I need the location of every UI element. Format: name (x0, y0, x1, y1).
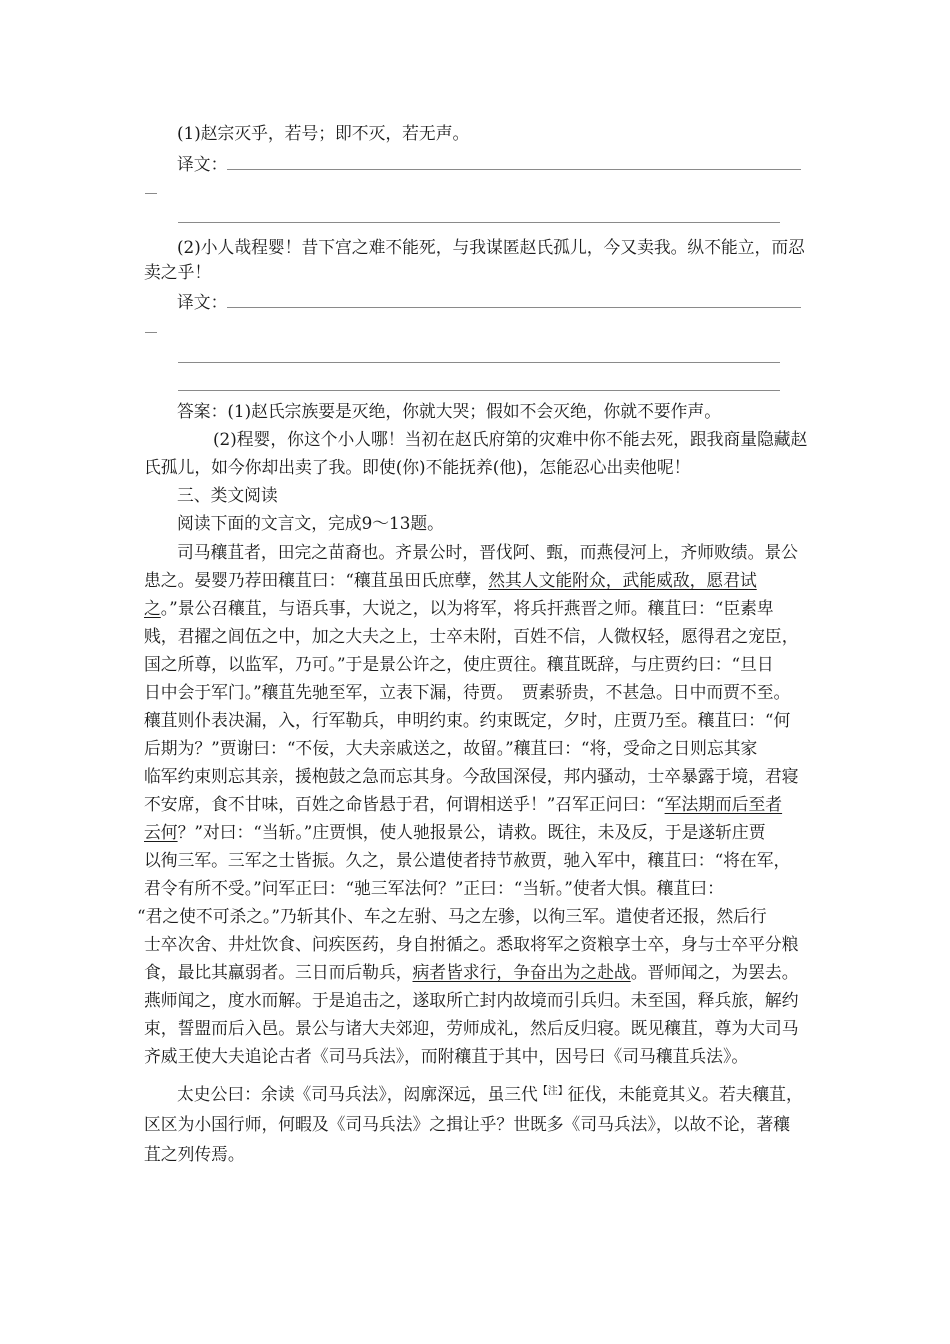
passage-text: ？”对曰：“当斩。”庄贾惧，使人驰报景公，请救。既往，未及反，于是遂斩庄贾 (177, 822, 766, 842)
answer-blank-line[interactable] (145, 193, 157, 194)
passage-text: 不安席，食不甘味，百姓之命皆悬于君，何谓相送乎！”召军正问曰：“ (144, 794, 665, 814)
commentary-line (177, 1081, 803, 1107)
passage-text: 患之。晏婴乃荐田穰苴曰：“穰苴虽田氏庶孽， (144, 570, 489, 590)
answer-line-3: 氏孤儿，如今你却出卖了我。即使(你)不能抚养(他)，怎能忍心出卖他呢！ (144, 457, 691, 477)
passage-line: 临军约束则忘其亲，援枹鼓之急而忘其身。今敌国深侵，邦内骚动，士卒暴露于境，君寝 (144, 766, 799, 786)
passage-line: 穰苴则仆表决漏，入，行军勒兵，申明约束。约束既定，夕时，庄贾乃至。穰苴曰：“何 (144, 710, 791, 730)
passage-line: “君之使不可杀之。”乃斩其仆、车之左驸、马之左骖，以徇三军。遣使者还报，然后行 (137, 906, 767, 926)
answer-blank-line[interactable] (178, 222, 780, 223)
translation-label-text: 译文： (177, 292, 228, 312)
underlined-sentence-2-end: 云何 (144, 822, 178, 842)
answer-blank-line[interactable] (227, 290, 801, 308)
translation-sentence-1: (1)赵宗灭乎，若号；即不灭，若无声。 (177, 123, 470, 143)
commentary-text: 征伐，未能竟其义。若夫穰苴， (567, 1084, 803, 1104)
passage-line: 齐威王使大夫追论古者《司马兵法》，而附穰苴于其中，因号曰《司马穰苴兵法》。 (144, 1046, 749, 1066)
translation-sentence-2: (2)小人哉程婴！昔下宫之难不能死，与我谋匿赵氏孤儿，今又卖我。纵不能立，而忍 (177, 237, 805, 257)
passage-line: 以徇三军。三军之士皆振。久之，景公遣使者持节赦贾，驰入军中，穰苴曰：“将在军， (144, 850, 791, 870)
passage-text: 食，最比其羸弱者。三日而后勒兵， (144, 962, 413, 982)
passage-line: 后期为？”贾谢曰：“不佞，大夫亲戚送之，故留。”穰苴曰：“将，受命之日则忘其家 (144, 738, 758, 758)
answer-blank-line[interactable] (145, 332, 157, 333)
passage-line (144, 959, 799, 985)
answer-blank-line[interactable] (178, 362, 780, 363)
passage-line (144, 595, 774, 621)
underlined-sentence-1-end: 之 (144, 598, 161, 618)
footnote-marker: 【注】 (537, 1086, 568, 1097)
section-heading: 三、类文阅读 (177, 485, 278, 505)
underlined-sentence-2: 军法期而后至者 (664, 794, 783, 814)
passage-line: 士卒次舍、井灶饮食、问疾医药，身自拊循之。悉取将军之资粮享士卒，身与士卒平分粮 (144, 934, 799, 954)
passage-line: 束，誓盟而后入邑。景公与诸大夫郊迎，劳师成礼，然后反归寝。既见穰苴，尊为大司马 (144, 1018, 799, 1038)
translation-label-2 (177, 289, 801, 315)
underlined-sentence-1: 然其人文能附众，武能威敌，愿君试 (488, 570, 757, 590)
passage-line: 国之所尊，以监军，乃可。”于是景公许之，使庄贾往。穰苴既辞，与庄贾约曰：“旦日 (144, 654, 774, 674)
passage-line: 贱，君擢之闾伍之中，加之大夫之上，士卒未附，百姓不信，人微权轻，愿得君之宠臣， (144, 626, 799, 646)
answer-blank-line[interactable] (227, 152, 801, 170)
passage-text: 。晋师闻之，为罢去。 (630, 962, 799, 982)
commentary-text: 太史公曰：余读《司马兵法》，闳廓深远，虽三代 (177, 1084, 538, 1104)
answer-blank-line[interactable] (178, 390, 780, 391)
underlined-sentence-3: 病者皆求行，争奋出为之赴战 (412, 962, 631, 982)
answer-line-1: 答案：(1)赵氏宗族要是灭绝，你就大哭；假如不会灭绝，你就不要作声。 (177, 401, 721, 421)
passage-text: 。”景公召穰苴，与语兵事，大说之，以为将军，将兵扞燕晋之师。穰苴曰：“臣素卑 (160, 598, 774, 618)
commentary-line: 区区为小国行师，何暇及《司马兵法》之揖让乎？世既多《司马兵法》，以故不论，著穰 (144, 1114, 791, 1134)
commentary-line: 苴之列传焉。 (144, 1144, 245, 1164)
passage-line (144, 791, 782, 817)
translation-label-text: 译文： (177, 154, 228, 174)
section-instruction: 阅读下面的文言文，完成9～13题。 (177, 513, 444, 533)
passage-line: 日中会于军门。”穰苴先驰至军，立表下漏，待贾。 贾素骄贵，不甚急。日中而贾不至。 (144, 682, 791, 702)
translation-sentence-2-cont: 卖之乎！ (144, 262, 212, 282)
answer-line-2: (2)程婴，你这个小人哪！当初在赵氏府第的灾难中你不能去死，跟我商量隐藏赵 (213, 429, 808, 449)
passage-line (144, 567, 757, 593)
passage-line: 燕师闻之，度水而解。于是追击之，遂取所亡封内故境而引兵归。未至国，释兵旅，解约 (144, 990, 799, 1010)
passage-line: 司马穰苴者，田完之苗裔也。齐景公时，晋伐阿、甄，而燕侵河上，齐师败绩。景公 (177, 542, 798, 562)
passage-line (144, 819, 766, 845)
passage-line: 君令有所不受。”问军正曰：“驰三军法何？”正曰：“当斩。”使者大惧。穰苴曰： (144, 878, 724, 898)
translation-label-1 (177, 151, 801, 177)
